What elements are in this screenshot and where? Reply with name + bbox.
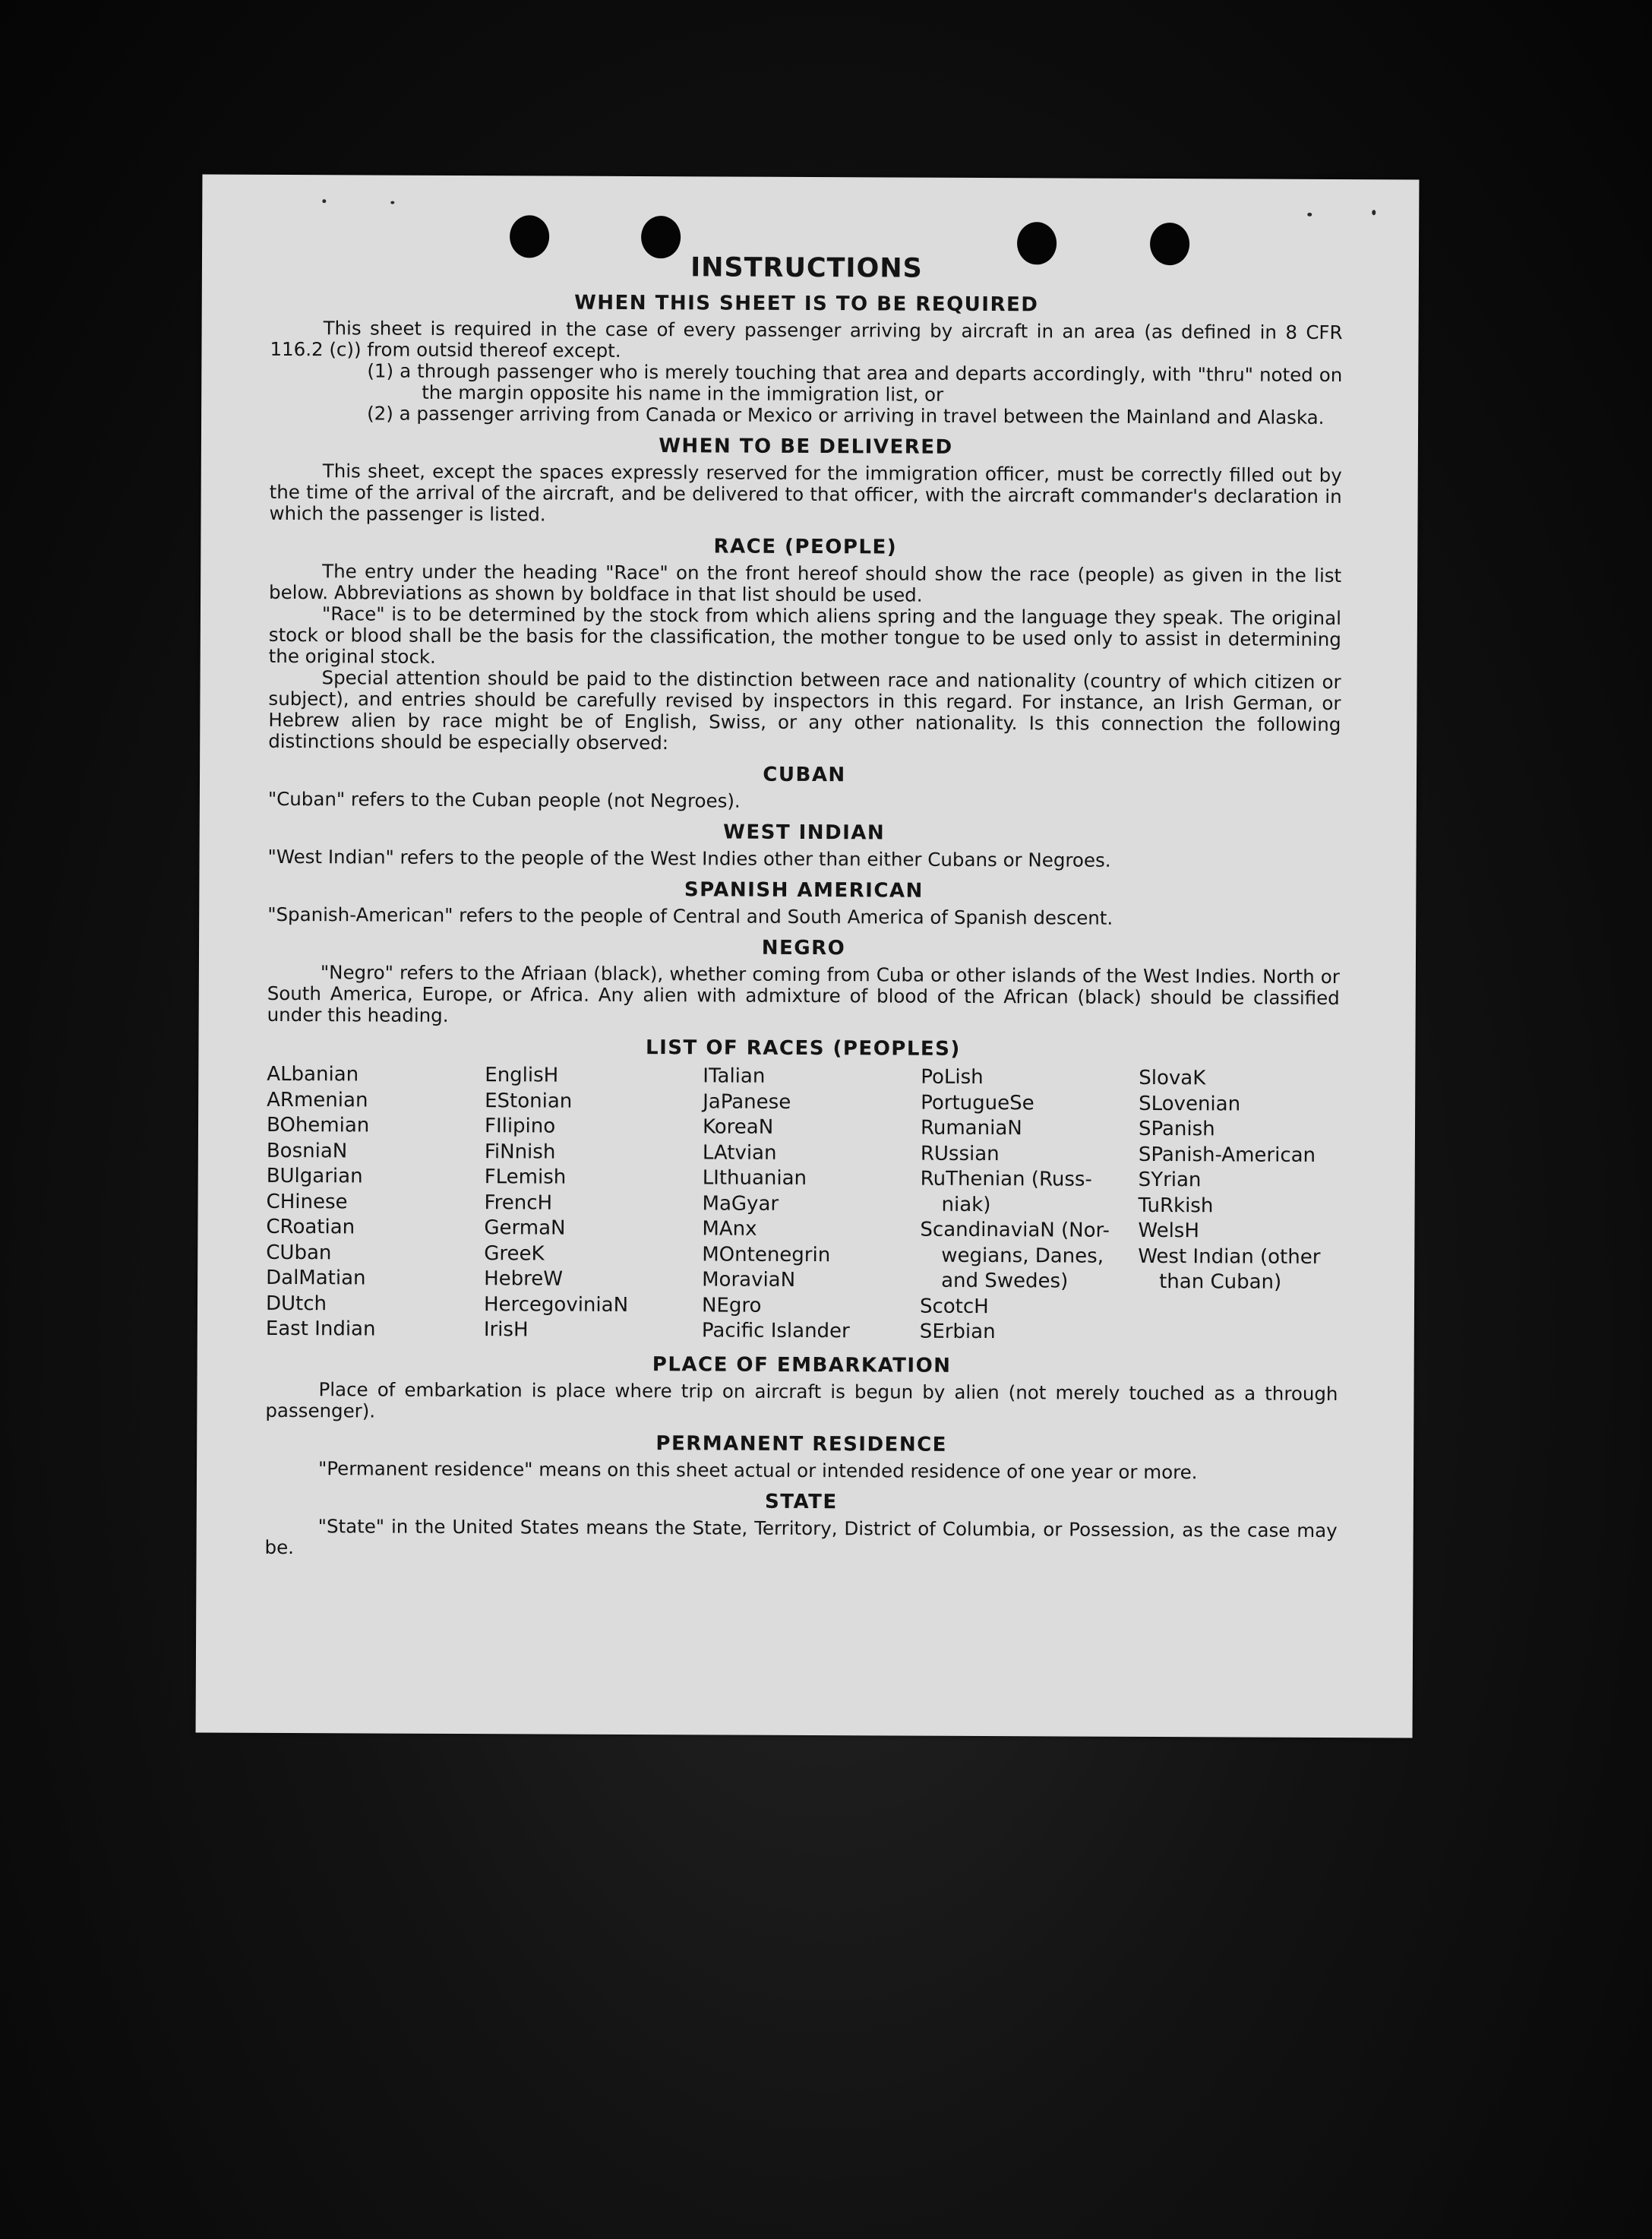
cuban-text: "Cuban" refers to the Cuban people (not Negroes). (267, 787, 741, 812)
race-entry: SYrian (1138, 1168, 1202, 1192)
race-entry: SlovaK (1139, 1066, 1206, 1090)
race-entry: NEgro (701, 1293, 762, 1317)
page-title: INSTRUCTIONS (690, 252, 923, 284)
race-entry: SLovenian (1139, 1092, 1241, 1115)
speck (390, 201, 394, 204)
race-entry: FLemish (484, 1165, 567, 1189)
race-entry: IrisH (483, 1318, 529, 1342)
race-entry: WelsH (1138, 1219, 1200, 1243)
race-entry: MaGyar (702, 1191, 779, 1216)
when-delivered-text: This sheet, except the spaces expressly reserved for the immigration officer, must be correctly filled out by the time of the arrival of the aircraft, and be delivered to that officer, with the aircraft commander's declaration in which the passenger is listed. (269, 460, 1342, 526)
race-entry: PortugueSe (921, 1091, 1034, 1115)
heading-permanent-residence: PERMANENT RESIDENCE (655, 1431, 948, 1456)
race-entry: JaPanese (703, 1089, 791, 1114)
race-entry: DUtch (265, 1292, 327, 1315)
race-entry: CRoatian (266, 1215, 355, 1239)
race-entry: EStonian (485, 1089, 573, 1113)
race-entry: PoLish (921, 1065, 984, 1089)
race-entry: HebreW (484, 1267, 564, 1291)
race-paragraph-1: The entry under the heading "Race" on the front hereof should show the race (people) as given in the list below. Abbreviations as shown by boldface in that list should be used. (269, 560, 1342, 606)
race-entry: FrencH (484, 1191, 553, 1215)
race-entry: ScotcH (919, 1295, 989, 1318)
race-entry: GermaN (484, 1216, 566, 1240)
race-entry: EnglisH (485, 1064, 559, 1087)
heading-west-indian: WEST INDIAN (723, 821, 886, 845)
races-column-5 (1138, 1066, 1340, 1347)
race-entry: ARmenian (267, 1088, 368, 1112)
race-entry: CUban (266, 1241, 332, 1264)
race-entry-continued: niak) (941, 1193, 991, 1216)
state-text: "State" in the United States means the State, Territory, District of Columbia, or Possession, as the case may be. (264, 1514, 1338, 1558)
race-entry: ScandinaviaN (Nor- (920, 1218, 1110, 1242)
race-entry: DalMatian (266, 1266, 366, 1290)
race-entry: LAtvian (702, 1140, 777, 1165)
heading-list-of-races: LIST OF RACES (PEOPLES) (646, 1036, 961, 1061)
heading-negro: NEGRO (761, 936, 846, 960)
race-entry: BOhemian (266, 1113, 370, 1137)
heading-embarkation: PLACE OF EMBARKATION (652, 1352, 952, 1377)
race-paragraph-3: Special attention should be paid to the distinction between race and nationality (country of which citizen or subject), and entries should be carefully revised by inspectors in this regard. For instance, an Irish German, or Hebrew alien by race might be of English, Swiss, or any other nationality. Is this connection the following distinctions should be especially observed: (268, 666, 1341, 754)
when-required-item-1: (1) a through passenger who is merely touching that area and departs accordingly, with "thru" noted on the margin opposite his name in the immigration list, or (367, 359, 1343, 406)
race-entry-continued: than Cuban) (1159, 1270, 1282, 1294)
races-column-4 (920, 1065, 1139, 1346)
race-entry: SPanish-American (1138, 1143, 1316, 1167)
race-entry: LIthuanian (702, 1166, 807, 1190)
races-column-2 (484, 1063, 703, 1344)
race-paragraph-2: "Race" is to be determined by the stock from which aliens spring and the language they speak. The original stock or blood shall be the basis for the classification, the mother tongue to be used only to assist in determining the original stock. (268, 602, 1342, 668)
races-column-3 (702, 1064, 921, 1345)
race-entry: RUssian (920, 1142, 1000, 1165)
race-entry: East Indian (265, 1317, 376, 1341)
race-entry: CHinese (266, 1190, 348, 1213)
race-entry: SPanish (1138, 1117, 1215, 1141)
speck (1372, 210, 1376, 215)
negro-text: "Negro" refers to the Afriaan (black), whether coming from Cuba or other islands of the West Indies. North or South America, Europe, or Africa. Any alien with admixture of blood of the African (black) should be classified under this heading. (267, 961, 1340, 1026)
races-list (266, 1062, 1340, 1347)
race-entry: RuThenian (Russ- (920, 1167, 1092, 1191)
heading-when-required: WHEN THIS SHEET IS TO BE REQUIRED (574, 291, 1039, 317)
race-entry-continued: and Swedes) (941, 1269, 1069, 1293)
races-column-1 (266, 1062, 485, 1343)
speck (322, 199, 326, 203)
race-entry: GreeK (484, 1241, 545, 1265)
instruction-sheet (196, 175, 1420, 1738)
heading-spanish-american: SPANISH AMERICAN (684, 878, 924, 903)
race-entry: Pacific Islander (701, 1319, 850, 1343)
spanish-american-text: "Spanish-American" refers to the people of Central and South America of Spanish descent. (267, 903, 1113, 929)
race-entry: SErbian (919, 1320, 996, 1344)
west-indian-text: "West Indian" refers to the people of the West Indies other than either Cubans or Negroes. (267, 845, 1111, 871)
race-entry: TuRkish (1138, 1194, 1214, 1217)
speck (1307, 213, 1312, 217)
residence-text: "Permanent residence" means on this sheet actual or intended residence of one year or more. (317, 1456, 1198, 1483)
race-entry: BosniaN (266, 1139, 348, 1162)
heading-state: STATE (765, 1490, 838, 1513)
race-entry: MOntenegrin (702, 1242, 831, 1267)
heading-when-delivered: WHEN TO BE DELIVERED (659, 435, 953, 459)
race-entry: HercegoviniaN (483, 1292, 629, 1317)
race-entry: FIlipino (484, 1115, 556, 1138)
race-entry-continued: wegians, Danes, (941, 1244, 1104, 1268)
race-entry: MoraviaN (702, 1268, 796, 1292)
race-entry: West Indian (other (1138, 1244, 1321, 1269)
race-entry: MAnx (702, 1217, 757, 1241)
embarkation-text: Place of embarkation is place where trip on aircraft is begun by alien (not merely touched as a through passenger). (265, 1377, 1338, 1422)
race-entry: RumaniaN (920, 1116, 1022, 1140)
sheet-content (265, 251, 1343, 1563)
heading-cuban: CUBAN (763, 763, 846, 787)
race-entry: KoreaN (702, 1115, 774, 1139)
when-required-item-2: (2) a passenger arriving from Canada or Mexico or arriving in travel between the Mainland and Alaska. (367, 402, 1325, 429)
heading-race: RACE (PEOPLE) (713, 535, 898, 559)
when-required-intro: This sheet is required in the case of every passenger arriving by aircraft in an area (as defined in 8 CFR 116.2 (c)) from outsid thereof except. (270, 317, 1343, 362)
race-entry: BUlgarian (266, 1164, 363, 1188)
race-entry: ALbanian (267, 1062, 359, 1086)
race-entry: FiNnish (484, 1140, 556, 1164)
race-entry: ITalian (703, 1064, 766, 1088)
